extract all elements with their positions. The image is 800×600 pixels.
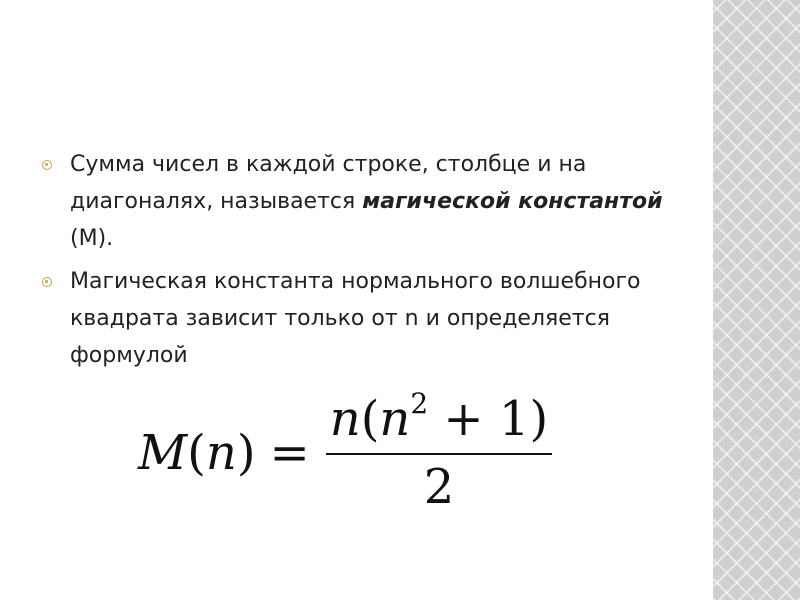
bullet-text-tail: (М). (70, 226, 114, 251)
bullet-item-magic-constant-definition (42, 146, 682, 257)
numerator-lead: n (329, 391, 361, 447)
numerator-exponent: 2 (410, 387, 429, 420)
bullet-text: Магическая константа нормального волшебного квадрата зависит только от n и определяется формулой (70, 269, 641, 368)
magic-constant-formula (138, 388, 552, 518)
bullet-list (42, 146, 682, 380)
formula-denominator: 2 (423, 459, 455, 515)
decorative-side-panel (713, 0, 800, 600)
bullet-circle-icon (42, 160, 52, 170)
bullet-text: Сумма чисел в каждой строке, столбце и на диагоналях, называется (70, 152, 587, 214)
bullet-item-formula-intro (42, 263, 682, 374)
formula-equals: = (269, 425, 310, 481)
formula-lhs: M(n) (138, 425, 256, 481)
formula-numerator (326, 387, 552, 453)
bullet-circle-icon (42, 277, 52, 287)
numerator-open: ( (360, 391, 380, 447)
numerator-rest: + 1) (428, 391, 549, 447)
numerator-var: n (379, 391, 411, 447)
formula-var: n (205, 425, 237, 481)
formula-fraction (326, 387, 552, 515)
bullet-emphasis: магической константой (362, 189, 663, 214)
formula-func: M (138, 425, 188, 481)
